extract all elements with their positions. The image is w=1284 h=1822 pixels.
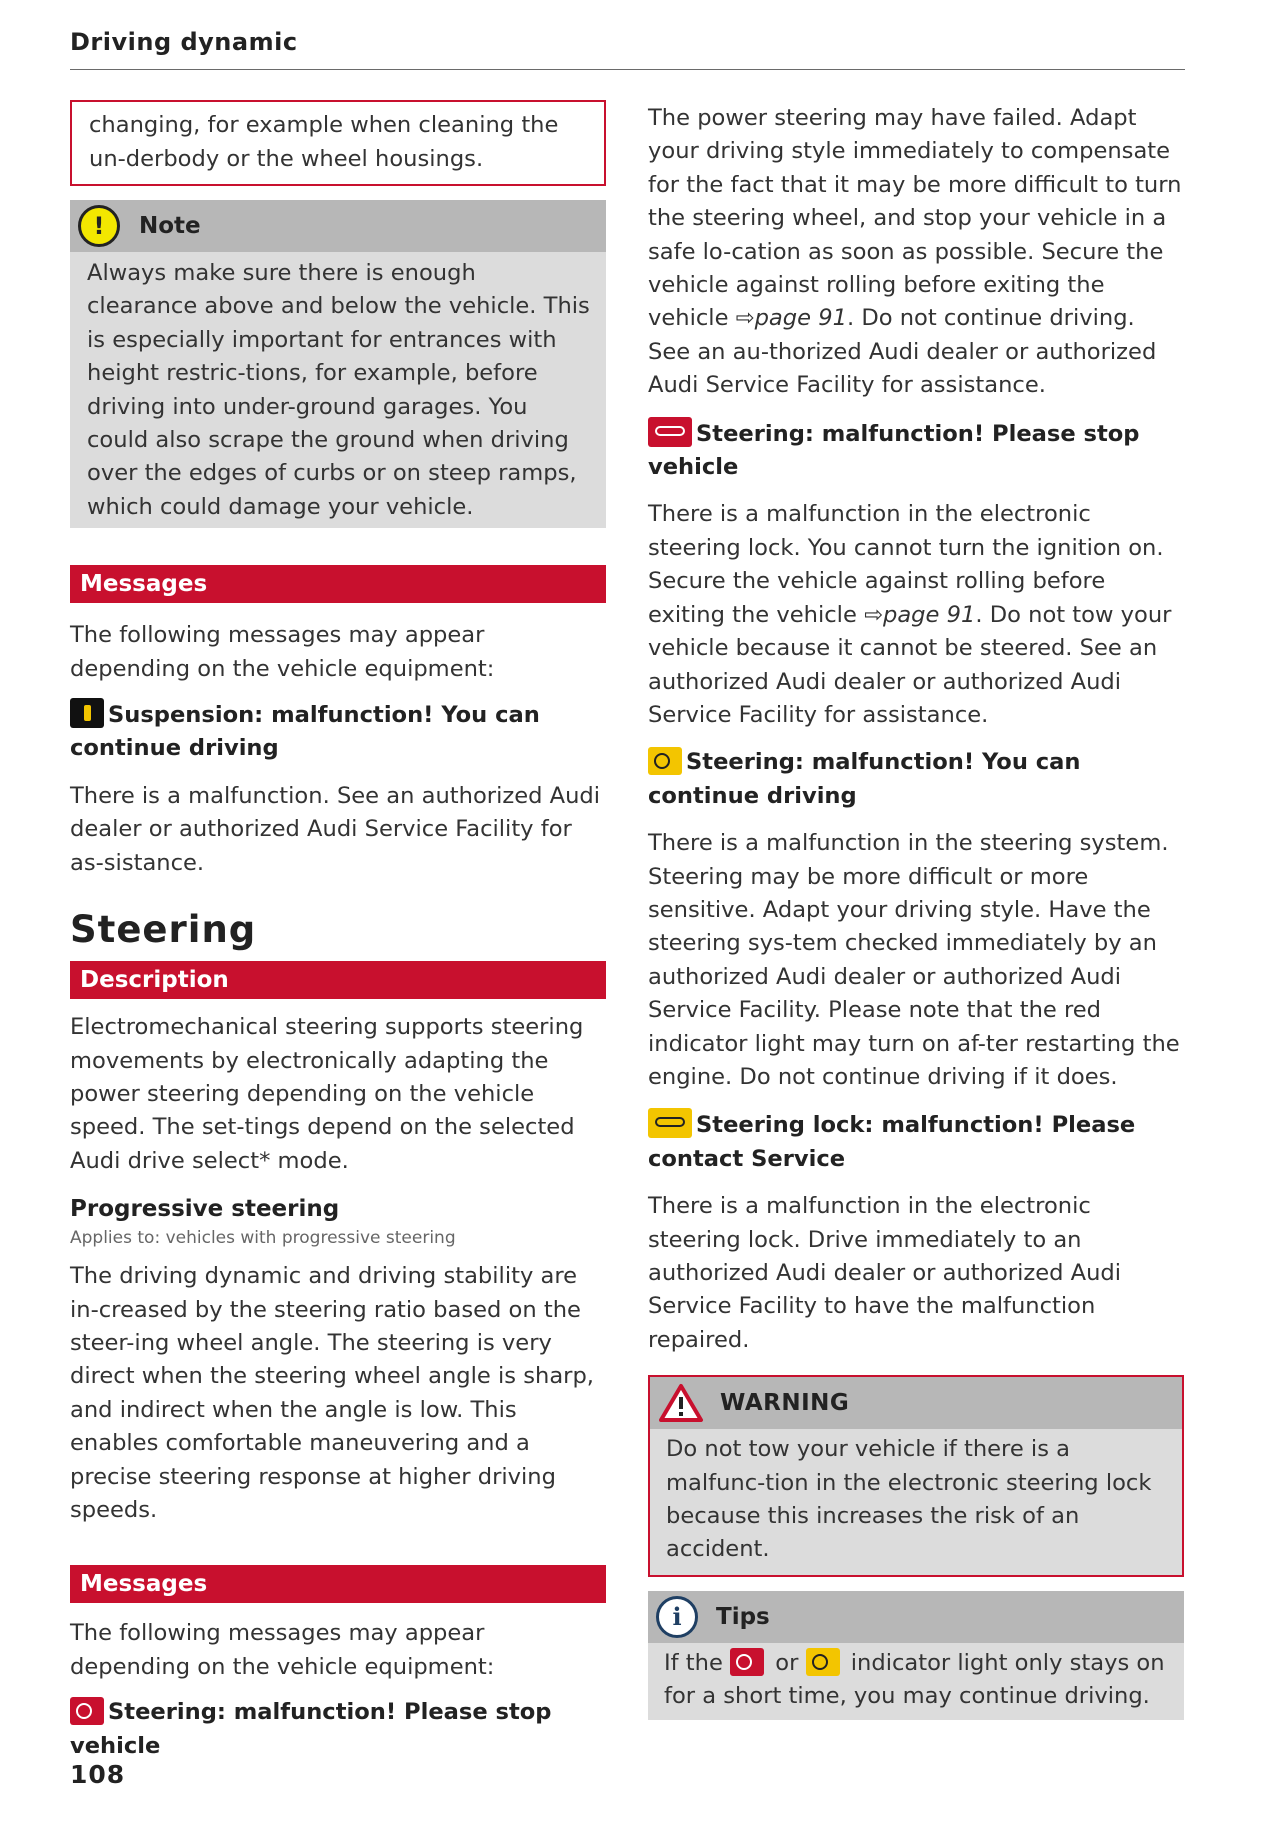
chapter-title: Driving dynamic [70, 28, 298, 56]
left-column [70, 100, 606, 1763]
warning-triangle-icon [658, 1383, 704, 1423]
steering-lock-red-lamp-icon [648, 417, 692, 447]
messages-heading-2: Messages [70, 1565, 606, 1603]
steering-lock-stop-description-b: . Do not tow your vehicle because it cannot be steered. See an authorized Audi dealer or authorized Audi Service Facility for assistance. [648, 601, 1172, 728]
steering-lock-service-description: There is a malfunction in the electronic steering lock. Drive immediately to an authorized Audi dealer or authorized Audi Service Facility to have the malfunction repaired. [648, 1193, 1122, 1353]
steering-lock-service-text: Steering lock: malfunction! Please contact Service [648, 1112, 1136, 1172]
tips-body [648, 1643, 1184, 1720]
power-steering-text-a: The power steering may have failed. Adapt your driving style immediately to compensate for the fact that it may be more difficult to turn the steering wheel, and stop your vehicle in a safe lo-cation as soon as possible. Secure the vehicle against rolling before exiting the vehicle [648, 105, 1182, 332]
steering-lock-yellow-lamp-icon [648, 1108, 692, 1138]
steering-lock-stop-text: Steering: malfunction! Please stop vehicle [648, 420, 1140, 481]
power-steering-text-b: . Do not continue driving. See an au-thorized Audi dealer or authorized Audi Service Facility for assistance. [648, 305, 1157, 399]
tips-text [664, 1647, 1168, 1714]
suspension-message-title [70, 698, 606, 766]
info-icon: i [656, 1596, 698, 1638]
steering-yellow-lamp-inline-icon [806, 1648, 840, 1676]
messages-intro-2: The following messages may appear depending on the vehicle equipment: [70, 1620, 495, 1680]
note-title: Note [139, 213, 201, 239]
description-text: Electromechanical steering supports steering movements by electronically adapting the power steering depending on the vehicle speed. The set-tings depend on the selected Audi drive select* mode. [70, 1014, 584, 1174]
right-column [648, 102, 1184, 1720]
warning-continuation-text: changing, for example when cleaning the un-derbody or the wheel housings. [89, 112, 559, 172]
tips-header [648, 1591, 1184, 1643]
messages-intro: The following messages may appear depending on the vehicle equipment: [70, 622, 495, 682]
steering-continue-text: Steering: malfunction! You can continue driving [648, 749, 1081, 809]
suspension-warning-lamp-icon [70, 698, 104, 728]
warning-header [650, 1377, 1182, 1429]
steering-lock-stop-title [648, 417, 1184, 485]
page-number: 108 [70, 1760, 126, 1789]
exclamation-icon: ! [78, 205, 120, 247]
suspension-message-description: There is a malfunction. See an authorized Audi dealer or authorized Audi Service Facility for as-sistance. [70, 782, 601, 876]
running-header [70, 28, 1185, 70]
warning-box [648, 1375, 1184, 1577]
note-box [70, 200, 606, 528]
steering-continue-description: There is a malfunction in the steering system. Steering may be more difficult or more sensitive. Adapt your driving style. Have the steering sys-tem checked immediately by an authorized Audi dealer or authorized Audi Service Facility. Please note that the red indicator light may turn on af-ter restarting the engine. Do not continue driving if it does. [648, 830, 1180, 1090]
note-text: Always make sure there is enough clearance above and below the vehicle. This is especially important for entrances with height restric-tions, for example, before driving into under-ground garages. You could also scrape the ground when driving over the edges of curbs or on steep ramps, which could damage your vehicle. [87, 260, 590, 520]
steering-lock-stop-description-a: There is a malfunction in the electronic steering lock. You cannot turn the ignition on. Secure the vehicle against rolling before exiting the vehicle [648, 501, 1164, 628]
tips-text-c: indicator light only stays on for a short time, you may continue driving. [664, 1649, 1165, 1710]
steering-stop-message-title-left [70, 1696, 606, 1763]
tips-title: Tips [716, 1603, 770, 1630]
steering-red-lamp-icon [70, 1697, 104, 1725]
tips-box [648, 1591, 1184, 1720]
warning-body [650, 1429, 1182, 1575]
steering-stop-message-text-left: Steering: malfunction! Please stop vehicle [70, 1699, 552, 1759]
progressive-steering-title: Progressive steering [70, 1196, 340, 1223]
suspension-message-text: Suspension: malfunction! You can continue driving [70, 702, 540, 762]
steering-continue-title [648, 746, 1184, 813]
steering-lock-service-title [648, 1108, 1184, 1176]
section-title-steering: Steering [70, 908, 257, 952]
warning-text: Do not tow your vehicle if there is a malfunc-tion in the electronic steering lock because this increases the risk of an accident. [666, 1436, 1152, 1563]
page-reference-link-2[interactable]: ⇨page 91 [864, 601, 976, 628]
warning-title: WARNING [720, 1390, 850, 1417]
steering-yellow-lamp-icon [648, 747, 682, 775]
note-body [70, 252, 606, 528]
note-header [70, 200, 606, 252]
tips-text-a: If the [664, 1649, 723, 1676]
power-steering-failed-text [648, 102, 1184, 403]
warning-continuation-box [70, 100, 606, 186]
steering-lock-stop-description [648, 498, 1184, 732]
page-reference-link[interactable]: ⇨page 91 [735, 305, 847, 332]
messages-heading: Messages [70, 565, 606, 603]
description-heading: Description [70, 961, 606, 999]
tips-text-b: or [775, 1649, 799, 1676]
steering-red-lamp-inline-icon [730, 1648, 764, 1676]
progressive-steering-text: The driving dynamic and driving stability are in-creased by the steering ratio based on the steer-ing wheel angle. The steering is very direct when the steering wheel angle is sharp, and indirect when the angle is low. This enables comfortable maneuvering and a precise steering response at higher driving speeds. [70, 1263, 594, 1523]
progressive-steering-applies: Applies to: vehicles with progressive steering [70, 1228, 456, 1249]
